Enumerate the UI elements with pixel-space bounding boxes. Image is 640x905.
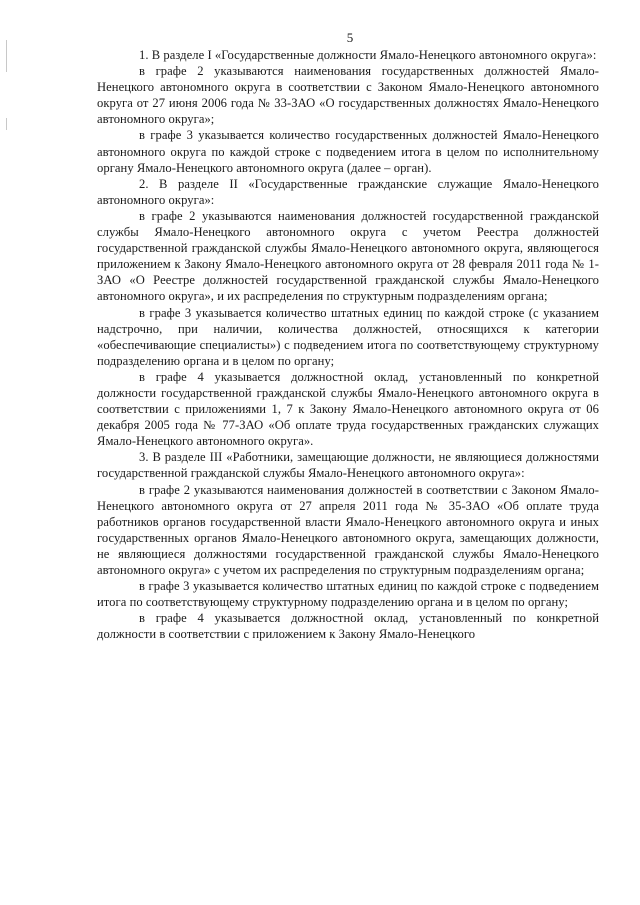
page-number: 5 xyxy=(346,30,354,45)
paragraph-section-1-column-3: в графе 3 указывается количество государственных должностей Ямало-Ненецкого автономного округа по каждой строке с подведением итога в целом по исполнительному органу Ямало-Ненецкого автономного округа (далее – орган). xyxy=(97,128,599,175)
document-body xyxy=(97,47,599,642)
paragraph-section-2-column-4: в графе 4 указывается должностной оклад, установленный по конкретной должности государственной гражданской службы Ямало-Ненецкого автономного округа в соответствии с приложениями 1, 7 к Закону Ямало-Ненецкого автономного округа от 06 декабря 2005 года № 77-ЗАО «Об оплате труда государственных гражданских служащих Ямало-Ненецкого автономного округа». xyxy=(97,369,599,449)
scan-edge-mark xyxy=(6,118,7,130)
paragraph-section-1-column-2: в графе 2 указываются наименования государственных должностей Ямало-Ненецкого автономного округа в соответствии с Законом Ямало-Ненецкого автономного округа от 27 июня 2006 года № 33-ЗАО «О государственных должностях Ямало-Ненецкого автономного округа»; xyxy=(97,64,599,127)
paragraph-section-2-column-2: в графе 2 указываются наименования должностей государственной гражданской службы Ямало-Ненецкого автономного округа с учетом Реестра должностей государственной гражданской службы Ямало-Ненецкого автономного округа, являющегося приложением к Закону Ямало-Ненецкого автономного округа от 28 февраля 2011 года № 1-ЗАО «О Реестре должностей государственной гражданской службы Ямало-Ненецкого автономного округа», и их распределения по структурным подразделениям органа; xyxy=(97,208,599,304)
paragraph-section-3-column-2: в графе 2 указываются наименования должностей в соответствии с Законом Ямало-Ненецкого автономного округа от 27 апреля 2011 года № 35-ЗАО «Об оплате труда работников органов государственной власти Ямало-Ненецкого автономного округа и иных государственных органов Ямало-Ненецкого автономного округа, замещающих должности, не являющиеся должностями государственной гражданской службы Ямало-Ненецкого автономного округа» с учетом их распределения по структурным подразделениям органа; xyxy=(97,482,599,577)
paragraph-section-3-column-3: в графе 3 указывается количество штатных единиц по каждой строке с подведением итога по соответствующему структурному подразделению органа и в целом по органу; xyxy=(97,579,599,610)
paragraph-section-2-heading: 2. В разделе II «Государственные гражданские служащие Ямало-Ненецкого автономного округа»: xyxy=(97,176,599,207)
paragraph-section-3-column-4: в графе 4 указывается должностной оклад, установленный по конкретной должности в соответствии с приложением к Закону Ямало-Ненецкого xyxy=(97,611,599,642)
paragraph-section-3-heading: 3. В разделе III «Работники, замещающие должности, не являющиеся должностями государственной гражданской службы Ямало-Ненецкого автономного округа»: xyxy=(97,450,599,481)
paragraph-section-2-column-3: в графе 3 указывается количество штатных единиц по каждой строке (с указанием надстрочно, при наличии, количества должностей, относящихся к категории «обеспечивающие специалисты») с подведением итога по соответствующему структурному подразделению органа и в целом по органу; xyxy=(97,305,599,368)
paragraph-section-1-heading: 1. В разделе I «Государственные должности Ямало-Ненецкого автономного округа»: xyxy=(139,48,597,62)
